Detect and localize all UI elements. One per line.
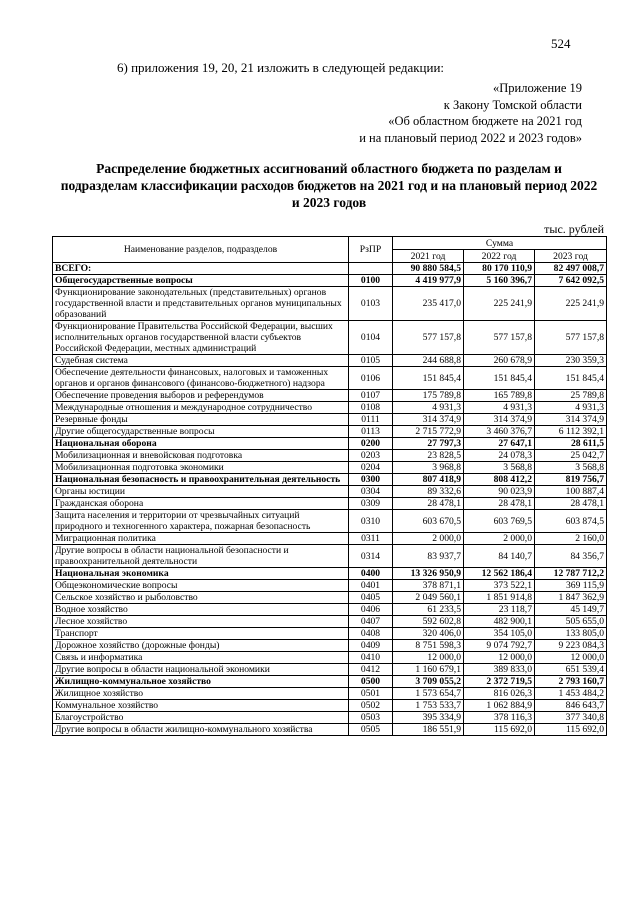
row-code: 0300 (349, 474, 393, 486)
table-row (53, 592, 607, 604)
row-name: Другие вопросы в области национальной экономики (53, 664, 349, 676)
header-name: Наименование разделов, подразделов (53, 237, 349, 263)
table-row (53, 390, 607, 402)
row-name: Транспорт (53, 628, 349, 640)
row-code: 0412 (349, 664, 393, 676)
budget-table (52, 236, 607, 736)
row-code: 0105 (349, 355, 393, 367)
row-value-2022: 816 026,3 (464, 688, 535, 700)
header-year: 2021 год (393, 250, 464, 263)
table-row (53, 426, 607, 438)
table-row (53, 450, 607, 462)
row-value-2023: 314 374,9 (535, 414, 607, 426)
row-value-2021: 235 417,0 (393, 287, 464, 321)
table-row (53, 616, 607, 628)
row-value-2021: 807 418,9 (393, 474, 464, 486)
row-name: Другие вопросы в области национальной безопасности и правоохранительной деятельности (53, 545, 349, 568)
row-name: Функционирование Правительства Российской Федерации, высших исполнительных органов государственной власти субъектов Российской Федерации, местных администраций (53, 321, 349, 355)
row-code: 0501 (349, 688, 393, 700)
header-sum: Сумма (393, 237, 607, 250)
row-value-2023: 82 497 008,7 (535, 263, 607, 275)
row-name: Дорожное хозяйство (дорожные фонды) (53, 640, 349, 652)
row-value-2022: 24 078,3 (464, 450, 535, 462)
table-row (53, 438, 607, 450)
row-code: 0100 (349, 275, 393, 287)
row-code: 0204 (349, 462, 393, 474)
table-row (53, 545, 607, 568)
row-value-2022: 260 678,9 (464, 355, 535, 367)
row-value-2023: 230 359,3 (535, 355, 607, 367)
row-value-2023: 603 874,5 (535, 510, 607, 533)
row-name: Общеэкономические вопросы (53, 580, 349, 592)
header-year: 2022 год (464, 250, 535, 263)
row-name: Лесное хозяйство (53, 616, 349, 628)
row-value-2021: 186 551,9 (393, 724, 464, 736)
row-name: Жилищное хозяйство (53, 688, 349, 700)
row-value-2023: 115 692,0 (535, 724, 607, 736)
row-value-2023: 9 223 084,3 (535, 640, 607, 652)
row-value-2023: 12 000,0 (535, 652, 607, 664)
row-code: 0106 (349, 367, 393, 390)
row-value-2022: 577 157,8 (464, 321, 535, 355)
table-row (53, 604, 607, 616)
row-value-2021: 13 326 950,9 (393, 568, 464, 580)
row-value-2023: 12 787 712,2 (535, 568, 607, 580)
row-code: 0311 (349, 533, 393, 545)
row-value-2021: 2 049 560,1 (393, 592, 464, 604)
row-name: Миграционная политика (53, 533, 349, 545)
row-name: Обеспечение проведения выборов и референдумов (53, 390, 349, 402)
table-row (53, 498, 607, 510)
row-value-2022: 27 647,1 (464, 438, 535, 450)
row-value-2023: 1 847 362,9 (535, 592, 607, 604)
table-row (53, 664, 607, 676)
row-value-2022: 165 789,8 (464, 390, 535, 402)
row-code: 0405 (349, 592, 393, 604)
row-value-2021: 378 871,1 (393, 580, 464, 592)
row-code: 0314 (349, 545, 393, 568)
row-value-2022: 23 118,7 (464, 604, 535, 616)
row-value-2023: 100 887,4 (535, 486, 607, 498)
row-value-2023: 505 655,0 (535, 616, 607, 628)
row-code: 0111 (349, 414, 393, 426)
appendix-line: к Закону Томской области (443, 97, 582, 112)
row-code: 0107 (349, 390, 393, 402)
table-row (53, 367, 607, 390)
row-value-2023: 25 042,7 (535, 450, 607, 462)
appendix-line: «Об областном бюджете на 2021 год (388, 114, 582, 128)
row-value-2022: 28 478,1 (464, 498, 535, 510)
row-name: Защита населения и территории от чрезвычайных ситуаций природного и техногенного характера, пожарная безопасность (53, 510, 349, 533)
row-value-2022: 389 833,0 (464, 664, 535, 676)
row-value-2022: 84 140,7 (464, 545, 535, 568)
row-value-2021: 175 789,8 (393, 390, 464, 402)
row-name: Мобилизационная и вневойсковая подготовка (53, 450, 349, 462)
row-code: 0401 (349, 580, 393, 592)
row-value-2022: 90 023,9 (464, 486, 535, 498)
table-row (53, 462, 607, 474)
row-code: 0104 (349, 321, 393, 355)
row-code: 0410 (349, 652, 393, 664)
row-value-2022: 1 851 914,8 (464, 592, 535, 604)
row-name: Благоустройство (53, 712, 349, 724)
row-value-2023: 4 931,3 (535, 402, 607, 414)
row-value-2021: 8 751 598,3 (393, 640, 464, 652)
header-code: РзПР (349, 237, 393, 263)
row-value-2022: 482 900,1 (464, 616, 535, 628)
row-code: 0500 (349, 676, 393, 688)
row-name: Связь и информатика (53, 652, 349, 664)
row-value-2023: 225 241,9 (535, 287, 607, 321)
row-name: Общегосударственные вопросы (53, 275, 349, 287)
row-code: 0200 (349, 438, 393, 450)
row-name: Резервные фонды (53, 414, 349, 426)
table-row (53, 676, 607, 688)
row-value-2021: 61 233,5 (393, 604, 464, 616)
appendix-header (359, 80, 582, 146)
row-value-2021: 395 334,9 (393, 712, 464, 724)
row-value-2021: 1 753 533,7 (393, 700, 464, 712)
row-value-2022: 314 374,9 (464, 414, 535, 426)
row-value-2022: 12 000,0 (464, 652, 535, 664)
table-row (53, 510, 607, 533)
row-name: Обеспечение деятельности финансовых, налоговых и таможенных органов и органов финансового (финансово-бюджетного) надзора (53, 367, 349, 390)
table-row (53, 321, 607, 355)
row-value-2021: 1 573 654,7 (393, 688, 464, 700)
row-code: 0505 (349, 724, 393, 736)
row-name: Судебная система (53, 355, 349, 367)
row-value-2023: 651 539,4 (535, 664, 607, 676)
row-value-2023: 25 789,8 (535, 390, 607, 402)
row-value-2023: 2 160,0 (535, 533, 607, 545)
row-name: Коммунальное хозяйство (53, 700, 349, 712)
row-value-2021: 12 000,0 (393, 652, 464, 664)
row-value-2023: 133 805,0 (535, 628, 607, 640)
row-value-2021: 3 709 055,2 (393, 676, 464, 688)
row-value-2021: 603 670,5 (393, 510, 464, 533)
row-code: 0503 (349, 712, 393, 724)
table-row (53, 402, 607, 414)
row-value-2022: 378 116,3 (464, 712, 535, 724)
table-row (53, 533, 607, 545)
row-code: 0310 (349, 510, 393, 533)
row-value-2022: 80 170 110,9 (464, 263, 535, 275)
row-code: 0304 (349, 486, 393, 498)
row-value-2021: 4 419 977,9 (393, 275, 464, 287)
row-value-2022: 3 460 376,7 (464, 426, 535, 438)
row-name: Национальная оборона (53, 438, 349, 450)
row-name: Международные отношения и международное сотрудничество (53, 402, 349, 414)
row-value-2023: 577 157,8 (535, 321, 607, 355)
row-value-2023: 84 356,7 (535, 545, 607, 568)
row-value-2021: 592 602,8 (393, 616, 464, 628)
row-value-2022: 354 105,0 (464, 628, 535, 640)
table-row (53, 355, 607, 367)
row-name: ВСЕГО: (53, 263, 349, 275)
row-code: 0406 (349, 604, 393, 616)
row-name: Сельское хозяйство и рыболовство (53, 592, 349, 604)
table-row (53, 568, 607, 580)
table-row (53, 580, 607, 592)
row-code: 0502 (349, 700, 393, 712)
row-value-2021: 244 688,8 (393, 355, 464, 367)
header-year: 2023 год (535, 250, 607, 263)
row-value-2021: 314 374,9 (393, 414, 464, 426)
row-value-2021: 28 478,1 (393, 498, 464, 510)
row-name: Национальная экономика (53, 568, 349, 580)
row-value-2022: 5 160 396,7 (464, 275, 535, 287)
row-value-2022: 115 692,0 (464, 724, 535, 736)
row-code: 0409 (349, 640, 393, 652)
row-value-2023: 28 611,5 (535, 438, 607, 450)
row-value-2021: 3 968,8 (393, 462, 464, 474)
row-value-2022: 808 412,2 (464, 474, 535, 486)
row-code: 0400 (349, 568, 393, 580)
row-value-2021: 151 845,4 (393, 367, 464, 390)
row-value-2021: 320 406,0 (393, 628, 464, 640)
row-value-2021: 90 880 584,5 (393, 263, 464, 275)
row-value-2023: 819 756,7 (535, 474, 607, 486)
row-value-2021: 1 160 679,1 (393, 664, 464, 676)
row-value-2022: 1 062 884,9 (464, 700, 535, 712)
row-name: Другие общегосударственные вопросы (53, 426, 349, 438)
row-value-2022: 151 845,4 (464, 367, 535, 390)
row-value-2023: 45 149,7 (535, 604, 607, 616)
row-value-2021: 83 937,7 (393, 545, 464, 568)
table-body (53, 263, 607, 736)
row-value-2023: 6 112 392,1 (535, 426, 607, 438)
row-value-2021: 577 157,8 (393, 321, 464, 355)
page-number: 524 (551, 36, 571, 51)
table-row (53, 724, 607, 736)
row-name: Мобилизационная подготовка экономики (53, 462, 349, 474)
units-label: тыс. рублей (544, 222, 604, 236)
row-value-2023: 846 643,7 (535, 700, 607, 712)
table-row (53, 486, 607, 498)
row-value-2021: 2 000,0 (393, 533, 464, 545)
table-row (53, 474, 607, 486)
row-code: 0103 (349, 287, 393, 321)
row-value-2022: 2 372 719,5 (464, 676, 535, 688)
row-value-2021: 4 931,3 (393, 402, 464, 414)
row-value-2022: 12 562 186,4 (464, 568, 535, 580)
row-value-2022: 4 931,3 (464, 402, 535, 414)
row-value-2023: 377 340,8 (535, 712, 607, 724)
row-value-2023: 1 453 484,2 (535, 688, 607, 700)
row-value-2022: 373 522,1 (464, 580, 535, 592)
row-value-2022: 3 568,8 (464, 462, 535, 474)
table-row (53, 275, 607, 287)
intro-text: 6) приложения 19, 20, 21 изложить в следующей редакции: (117, 60, 445, 75)
row-value-2022: 603 769,5 (464, 510, 535, 533)
appendix-line: и на плановый период 2022 и 2023 годов» (359, 130, 582, 145)
table-row (53, 414, 607, 426)
row-value-2023: 3 568,8 (535, 462, 607, 474)
row-value-2021: 89 332,6 (393, 486, 464, 498)
row-code: 0113 (349, 426, 393, 438)
appendix-line: «Приложение 19 (493, 81, 582, 95)
row-value-2021: 2 715 772,9 (393, 426, 464, 438)
row-name: Органы юстиции (53, 486, 349, 498)
row-code: 0203 (349, 450, 393, 462)
row-code: 0309 (349, 498, 393, 510)
row-name: Национальная безопасность и правоохранительная деятельность (53, 474, 349, 486)
row-name: Водное хозяйство (53, 604, 349, 616)
row-value-2023: 151 845,4 (535, 367, 607, 390)
table-row (53, 640, 607, 652)
row-value-2023: 2 793 160,7 (535, 676, 607, 688)
row-code: 0407 (349, 616, 393, 628)
table-row (53, 263, 607, 275)
document-title: Распределение бюджетных ассигнований областного бюджета по разделам и подразделам классификации расходов бюджетов на 2021 год и на плановый период 2022 и 2023 годов (60, 161, 598, 210)
row-value-2023: 28 478,1 (535, 498, 607, 510)
table-row (53, 700, 607, 712)
row-value-2021: 27 797,3 (393, 438, 464, 450)
row-name: Функционирование законодательных (представительных) органов государственной власти и представительных органов муниципальных образований (53, 287, 349, 321)
row-value-2022: 225 241,9 (464, 287, 535, 321)
table-row (53, 652, 607, 664)
row-name: Другие вопросы в области жилищно-коммунального хозяйства (53, 724, 349, 736)
row-value-2022: 9 074 792,7 (464, 640, 535, 652)
row-name: Жилищно-коммунальное хозяйство (53, 676, 349, 688)
row-value-2023: 7 642 092,5 (535, 275, 607, 287)
table-row (53, 287, 607, 321)
table-row (53, 688, 607, 700)
table-row (53, 628, 607, 640)
row-code: 0108 (349, 402, 393, 414)
row-code: 0408 (349, 628, 393, 640)
row-value-2022: 2 000,0 (464, 533, 535, 545)
row-name: Гражданская оборона (53, 498, 349, 510)
table-row (53, 712, 607, 724)
row-code (349, 263, 393, 275)
row-value-2021: 23 828,5 (393, 450, 464, 462)
row-value-2023: 369 115,9 (535, 580, 607, 592)
